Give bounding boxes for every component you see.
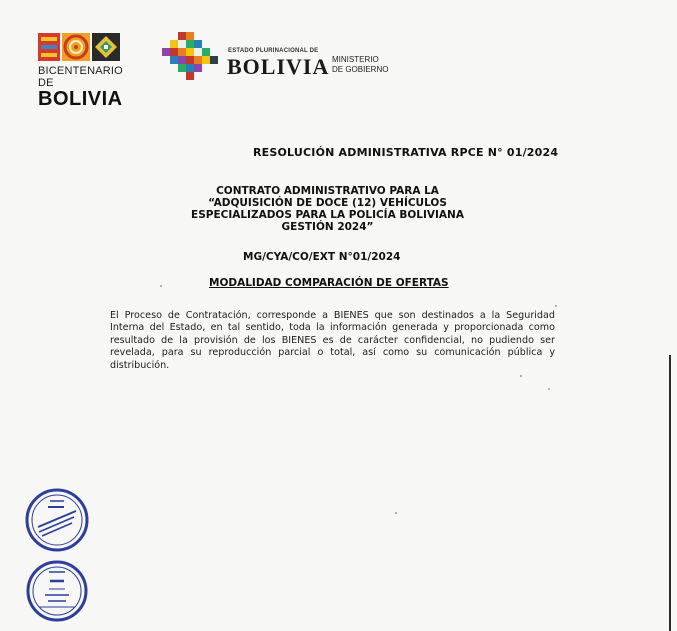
approval-stamp-icon <box>24 487 90 553</box>
page-edge-shadow <box>669 355 671 631</box>
contract-title <box>150 185 505 233</box>
confidentiality-paragraph: El Proceso de Contratación, corresponde a BIENES que son destinados a la Seguridad Interna del Estado, en tal sentido, toda la información generada y proporcionada como resultado de la provisión de los BIENES es de carácter confidencial, no pudiendo ser revelada, para su reproducción parcial o total, así como su comunicación pública y distribución. <box>110 310 555 371</box>
approval-stamp-icon <box>23 559 91 623</box>
scan-speck <box>548 388 550 390</box>
resolution-title: RESOLUCIÓN ADMINISTRATIVA RPCE N° 01/2024 <box>253 146 559 159</box>
estado-subtitle: ESTADO PLURINACIONAL DE <box>228 48 319 54</box>
contract-code: MG/CYA/CO/EXT N°01/2024 <box>243 251 401 263</box>
wiphala-emblem-icon <box>158 30 224 88</box>
bicentenario-bottom-text: BOLIVIA <box>38 88 123 110</box>
scan-speck <box>555 305 557 307</box>
contract-title-line: ESPECIALIZADOS PARA LA POLICÍA BOLIVIANA <box>191 209 464 221</box>
contract-title-line: CONTRATO ADMINISTRATIVO PARA LA <box>216 185 439 197</box>
bicentenario-top-text: BICENTENARIO DE <box>38 65 123 89</box>
bicentenario-logo <box>38 32 134 109</box>
contract-title-line: “ADQUISICIÓN DE DOCE (12) VEHÍCULOS <box>208 197 447 209</box>
estado-name: BOLIVIA <box>227 54 330 79</box>
bicentenario-emblem-icon <box>38 32 134 62</box>
contract-title-line: GESTIÓN 2024” <box>281 221 374 233</box>
scan-speck <box>520 375 522 377</box>
scan-speck <box>160 285 162 287</box>
modalidad-heading: MODALIDAD COMPARACIÓN DE OFERTAS <box>209 277 449 289</box>
ministerio-label <box>332 55 388 75</box>
ministerio-line-1: MINISTERIO <box>332 55 379 64</box>
scan-speck <box>395 512 397 514</box>
ministerio-line-2: DE GOBIERNO <box>332 65 389 74</box>
